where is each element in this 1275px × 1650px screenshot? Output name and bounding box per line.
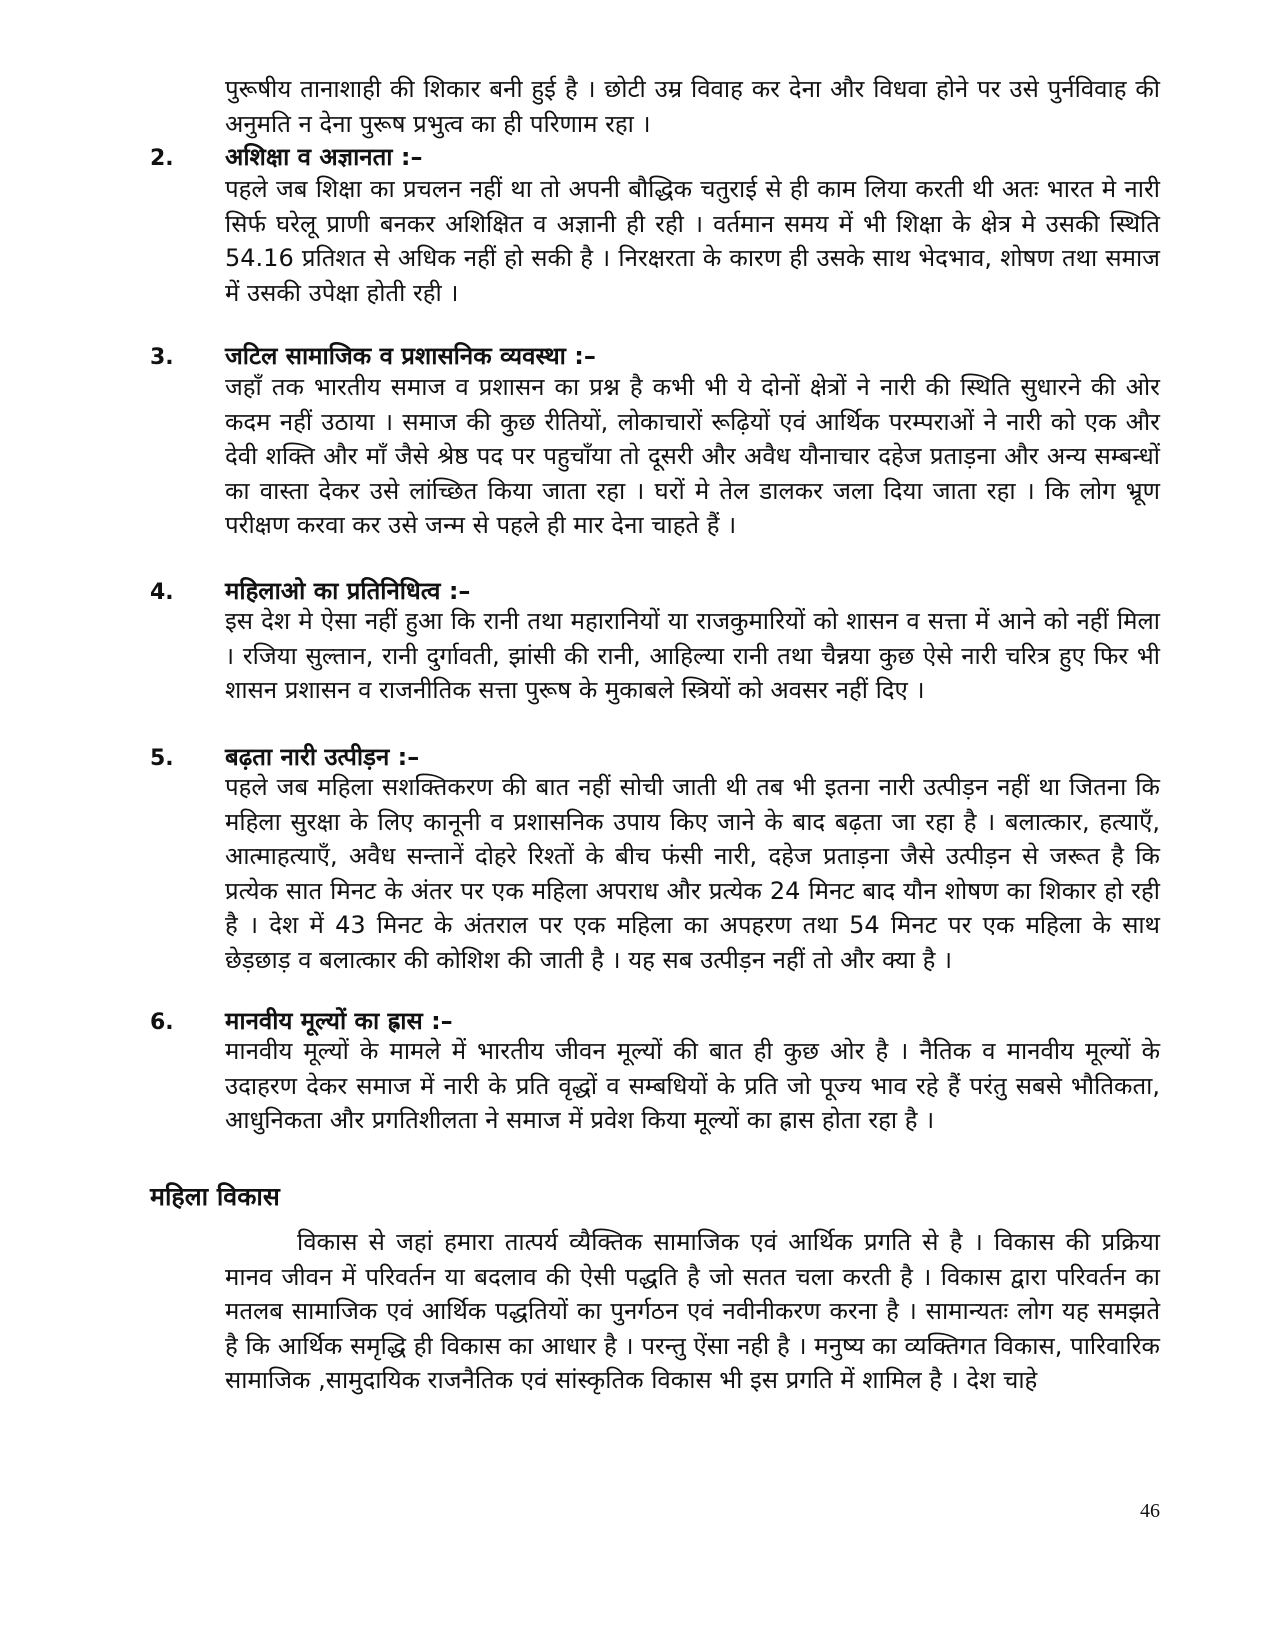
item-paragraph-6: मानवीय मूल्यों के मामले में भारतीय जीवन मूल्यों की बात ही कुछ ओर है । नैतिक व मानवीय मूल्यों के उदाहरण देकर समाज में नारी के प्रति वृद्धों व सम्बधियों के प्रति जो पूज्य भाव रहे हैं परंतु सबसे भौतिकता, आधुनिकता और प्रगतिशीलता ने समाज में प्रवेश किया मूल्यों का ह्रास होता रहा है ।: [225, 1037, 1160, 1134]
item-paragraph-4: इस देश मे ऐसा नहीं हुआ कि रानी तथा महारानियों या राजकुमारियों को शासन व सत्ता में आने को नहीं मिला । रजिया सुल्तान, रानी दुर्गावती, झांसी की रानी, आहिल्या रानी तथा चैन्नया कुछ ऐसे नारी चरित्र हुए फिर भी शासन प्रशासन व राजनीतिक सत्ता पुरूष के मुकाबले स्त्रियों को अवसर नहीं दिए ।: [225, 607, 1160, 704]
item-heading-2: अशिक्षा व अज्ञानता :–: [225, 143, 423, 171]
intro-paragraph: पुरूषीय तानाशाही की शिकार बनी हुई है । छोटी उम्र विवाह कर देना और विधवा होने पर उसे पुर्नविवाह की अनुमति न देना पुरूष प्रभुत्व का ही परिणाम रहा ।: [225, 75, 1160, 138]
item-heading-6: मानवीय मूल्यों का ह्रास :–: [225, 1007, 453, 1035]
item-heading-5: बढ़ता नारी उत्पीड़न :–: [225, 743, 420, 771]
section-heading: महिला विकास: [150, 1182, 280, 1211]
item-number-5: 5.: [150, 746, 174, 771]
item-heading-4: महिलाओ का प्रतिनिधित्व :–: [225, 577, 471, 605]
item-paragraph-2: पहले जब शिक्षा का प्रचलन नहीं था तो अपनी बौद्धिक चतुराई से ही काम लिया करती थी अतः भारत मे नारी सिर्फ घरेलू प्राणी बनकर अशिक्षित व अज्ञानी ही रही । वर्तमान समय में भी शिक्षा के क्षेत्र मे उसकी स्थिति 54.16 प्रतिशत से अधिक नहीं हो सकी है । निरक्षरता के कारण ही उसके साथ भेदभाव, शोषण तथा समाज में उसकी उपेक्षा होती रही ।: [225, 175, 1160, 307]
section-paragraph: विकास से जहां हमारा तात्पर्य व्यैक्तिक सामाजिक एवं आर्थिक प्रगति से है । विकास की प्रक्रिया मानव जीवन में परिवर्तन या बदलाव की ऐसी पद्धति है जो सतत चला करती है । विकास द्वारा परिवर्तन का मतलब सामाजिक एवं आर्थिक पद्धतियों का पुनर्गठन एवं नवीनीकरण करना है । सामान्यतः लोग यह समझते है कि आर्थिक समृद्धि ही विकास का आधार है । परन्तु ऐंसा नही है । मनुष्य का व्यक्तिगत विकास, पारिवारिक सामाजिक ,सामुदायिक राजनैतिक एवं सांस्कृतिक विकास भी इस प्रगति में शामिल है । देश चाहे: [225, 1228, 1160, 1394]
item-number-2: 2.: [150, 146, 174, 171]
item-paragraph-3: जहाँ तक भारतीय समाज व प्रशासन का प्रश्न है कभी भी ये दोनों क्षेत्रों ने नारी की स्थिति सुधारने की ओर कदम नहीं उठाया । समाज की कुछ रीतियों, लोकाचारों रूढ़ियों एवं आर्थिक परम्पराओं ने नारी को एक और देवी शक्ति और माँ जैसे श्रेष्ठ पद पर पहुचाँया तो दूसरी और अवैध यौनाचार दहेज प्रताड़ना और अन्य सम्बन्धों का वास्ता देकर उसे लांच्छित किया जाता रहा । घरों मे तेल डालकर जला दिया जाता रहा । कि लोग भ्रूण परीक्षण करवा कर उसे जन्म से पहले ही मार देना चाहते हैं ।: [225, 373, 1160, 539]
item-paragraph-5: पहले जब महिला सशक्तिकरण की बात नहीं सोची जाती थी तब भी इतना नारी उत्पीड़न नहीं था जितना कि महिला सुरक्षा के लिए कानूनी व प्रशासनिक उपाय किए जाने के बाद बढ़ता जा रहा है । बलात्कार, हत्याएँ, आत्माहत्याएँ, अवैध सन्तानें दोहरे रिश्तों के बीच फंसी नारी, दहेज प्रताड़ना जैसे उत्पीड़न से जरूत है कि प्रत्येक सात मिनट के अंतर पर एक महिला अपराध और प्रत्येक 24 मिनट बाद यौन शोषण का शिकार हो रही है । देश में 43 मिनट के अंतराल पर एक महिला का अपहरण तथा 54 मिनट पर एक महिला के साथ छेड़छाड़ व बलात्कार की कोशिश की जाती है । यह सब उत्पीड़न नहीं तो और क्या है ।: [225, 773, 1160, 974]
item-number-3: 3.: [150, 345, 174, 370]
page-number: 46: [1140, 1500, 1160, 1522]
item-number-4: 4.: [150, 580, 174, 605]
item-heading-3: जटिल सामाजिक व प्रशासनिक व्यवस्था :–: [225, 342, 596, 370]
item-number-6: 6.: [150, 1010, 174, 1035]
